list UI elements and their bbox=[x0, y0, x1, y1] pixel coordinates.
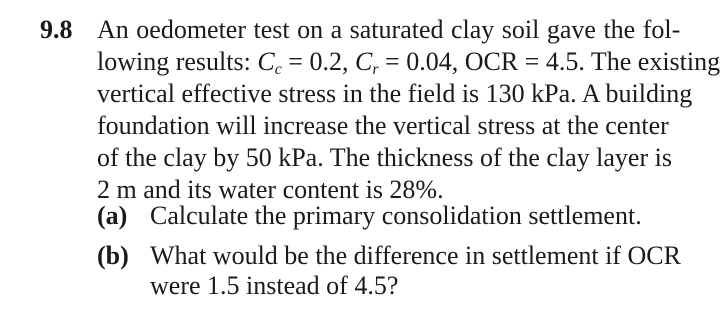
problem-line-1: An oedometer test on a saturated clay soil gave the fol- bbox=[97, 15, 681, 44]
compression-index-symbol: C bbox=[257, 47, 275, 76]
part-a-label: (a) bbox=[97, 201, 128, 230]
line-2-end: = 0.04, OCR = 4.5. The existing bbox=[378, 47, 720, 76]
recompression-index-subscript: r bbox=[372, 61, 379, 78]
problem-line-5: of the clay by 50 kPa. The thickness of the clay layer is bbox=[97, 143, 672, 172]
compression-index-subscript: c bbox=[274, 61, 282, 78]
part-b-text: What would be the difference in settlement if OCR bbox=[150, 241, 681, 270]
part-b-text-continued: were 1.5 instead of 4.5? bbox=[150, 271, 399, 300]
problem-line-3: vertical effective stress in the field is 130 kPa. A building bbox=[97, 79, 693, 108]
problem-line-4: foundation will increase the vertical stress at the center bbox=[97, 111, 669, 140]
compression-index-value: = 0.2, bbox=[281, 47, 355, 76]
part-b-label: (b) bbox=[97, 241, 129, 270]
line-2-start: lowing results: bbox=[97, 47, 258, 76]
problem-line-2 bbox=[97, 46, 720, 78]
problem-number: 9.8 bbox=[40, 15, 73, 44]
problem-line-6: 2 m and its water content is 28%. bbox=[97, 175, 444, 204]
recompression-index-symbol: C bbox=[354, 47, 373, 76]
part-a-text: Calculate the primary consolidation settlement. bbox=[150, 201, 642, 230]
